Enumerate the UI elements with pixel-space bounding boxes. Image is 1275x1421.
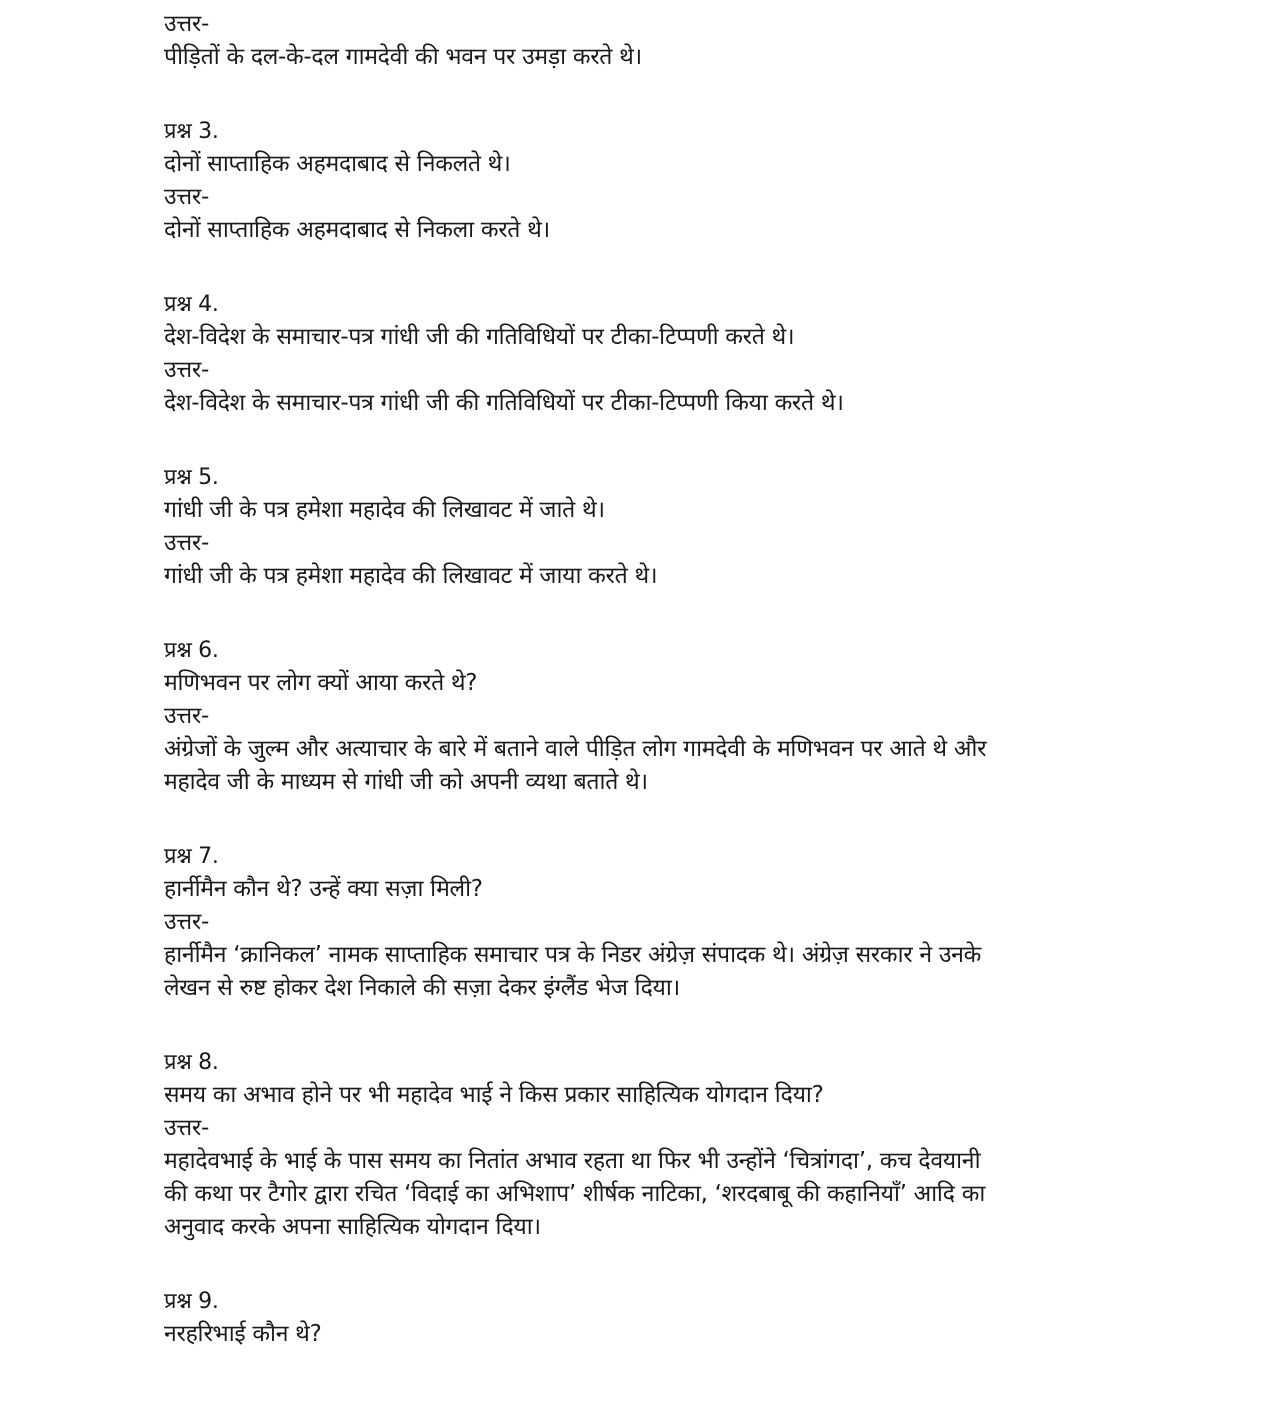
question-text: नरहरिभाई कौन थे? [164, 1321, 322, 1347]
answer-label: उत्तर- [164, 11, 210, 37]
answer-text: पीड़ितों के दल-के-दल गामदेवी की भवन पर उमड़ा करते थे। [164, 44, 642, 70]
answer-label: उत्तर- [164, 357, 210, 383]
answer-block-top [164, 8, 1144, 74]
question-block-7 [164, 840, 1144, 1005]
answer-text: दोनों साप्ताहिक अहमदाबाद से निकला करते थे। [164, 217, 550, 243]
question-number: प्रश्न 9. [164, 1289, 219, 1314]
question-block-4 [164, 288, 1144, 420]
question-block-3 [164, 115, 1144, 247]
question-block-6 [164, 634, 1144, 799]
question-block-9 [164, 1285, 1144, 1351]
answer-text-line: महादेव जी के माध्यम से गांधी जी को अपनी व्यथा बताते थे। [164, 769, 648, 795]
question-text: समय का अभाव होने पर भी महादेव भाई ने किस प्रकार साहित्यिक योगदान दिया? [164, 1082, 824, 1108]
question-text: देश-विदेश के समाचार-पत्र गांधी जी की गतिविधियों पर टीका-टिप्पणी करते थे। [164, 324, 795, 350]
answer-text-line: हार्नीमैन ‘क्रानिकल’ नामक साप्ताहिक समाचार पत्र के निडर अंग्रेज़ संपादक थे। अंग्रेज़ सरकार ने उनके [164, 942, 981, 968]
answer-text-line: अनुवाद करके अपना साहित्यिक योगदान दिया। [164, 1214, 541, 1240]
question-text: मणिभवन पर लोग क्यों आया करते थे? [164, 670, 478, 696]
question-number: प्रश्न 5. [164, 465, 219, 490]
question-text: दोनों साप्ताहिक अहमदाबाद से निकलते थे। [164, 151, 511, 177]
answer-label: उत्तर- [164, 909, 210, 935]
question-number: प्रश्न 3. [164, 119, 219, 144]
answer-text-line: लेखन से रुष्ट होकर देश निकाले की सज़ा देकर इंग्लैंड भेज दिया। [164, 975, 680, 1001]
document-page [164, 8, 1144, 1392]
question-number: प्रश्न 6. [164, 638, 219, 663]
question-block-8 [164, 1046, 1144, 1244]
answer-label: उत्तर- [164, 1115, 210, 1141]
answer-text: गांधी जी के पत्र हमेशा महादेव की लिखावट में जाया करते थे। [164, 563, 658, 589]
answer-label: उत्तर- [164, 703, 210, 729]
answer-text: देश-विदेश के समाचार-पत्र गांधी जी की गतिविधियों पर टीका-टिप्पणी किया करते थे। [164, 390, 844, 416]
answer-label: उत्तर- [164, 184, 210, 210]
question-text: गांधी जी के पत्र हमेशा महादेव की लिखावट में जाते थे। [164, 497, 605, 523]
answer-label: उत्तर- [164, 530, 210, 556]
answer-text-line: अंग्रेजों के जुल्म और अत्याचार के बारे में बताने वाले पीड़ित लोग गामदेवी के मणिभवन पर आते थे और [164, 736, 987, 762]
question-number: प्रश्न 4. [164, 292, 219, 317]
answer-text-line: की कथा पर टैगोर द्वारा रचित ‘विदाई का अभिशाप’ शीर्षक नाटिका, ‘शरदबाबू की कहानियाँ’ आदि का [164, 1181, 986, 1207]
question-number: प्रश्न 7. [164, 844, 219, 869]
question-number: प्रश्न 8. [164, 1050, 219, 1075]
question-block-5 [164, 461, 1144, 593]
answer-text-line: महादेवभाई के भाई के पास समय का नितांत अभाव रहता था फिर भी उन्होंने ‘चित्रांगदा’, कच देवयानी [164, 1148, 981, 1174]
question-text: हार्नीमैन कौन थे? उन्हें क्या सज़ा मिली? [164, 876, 483, 902]
